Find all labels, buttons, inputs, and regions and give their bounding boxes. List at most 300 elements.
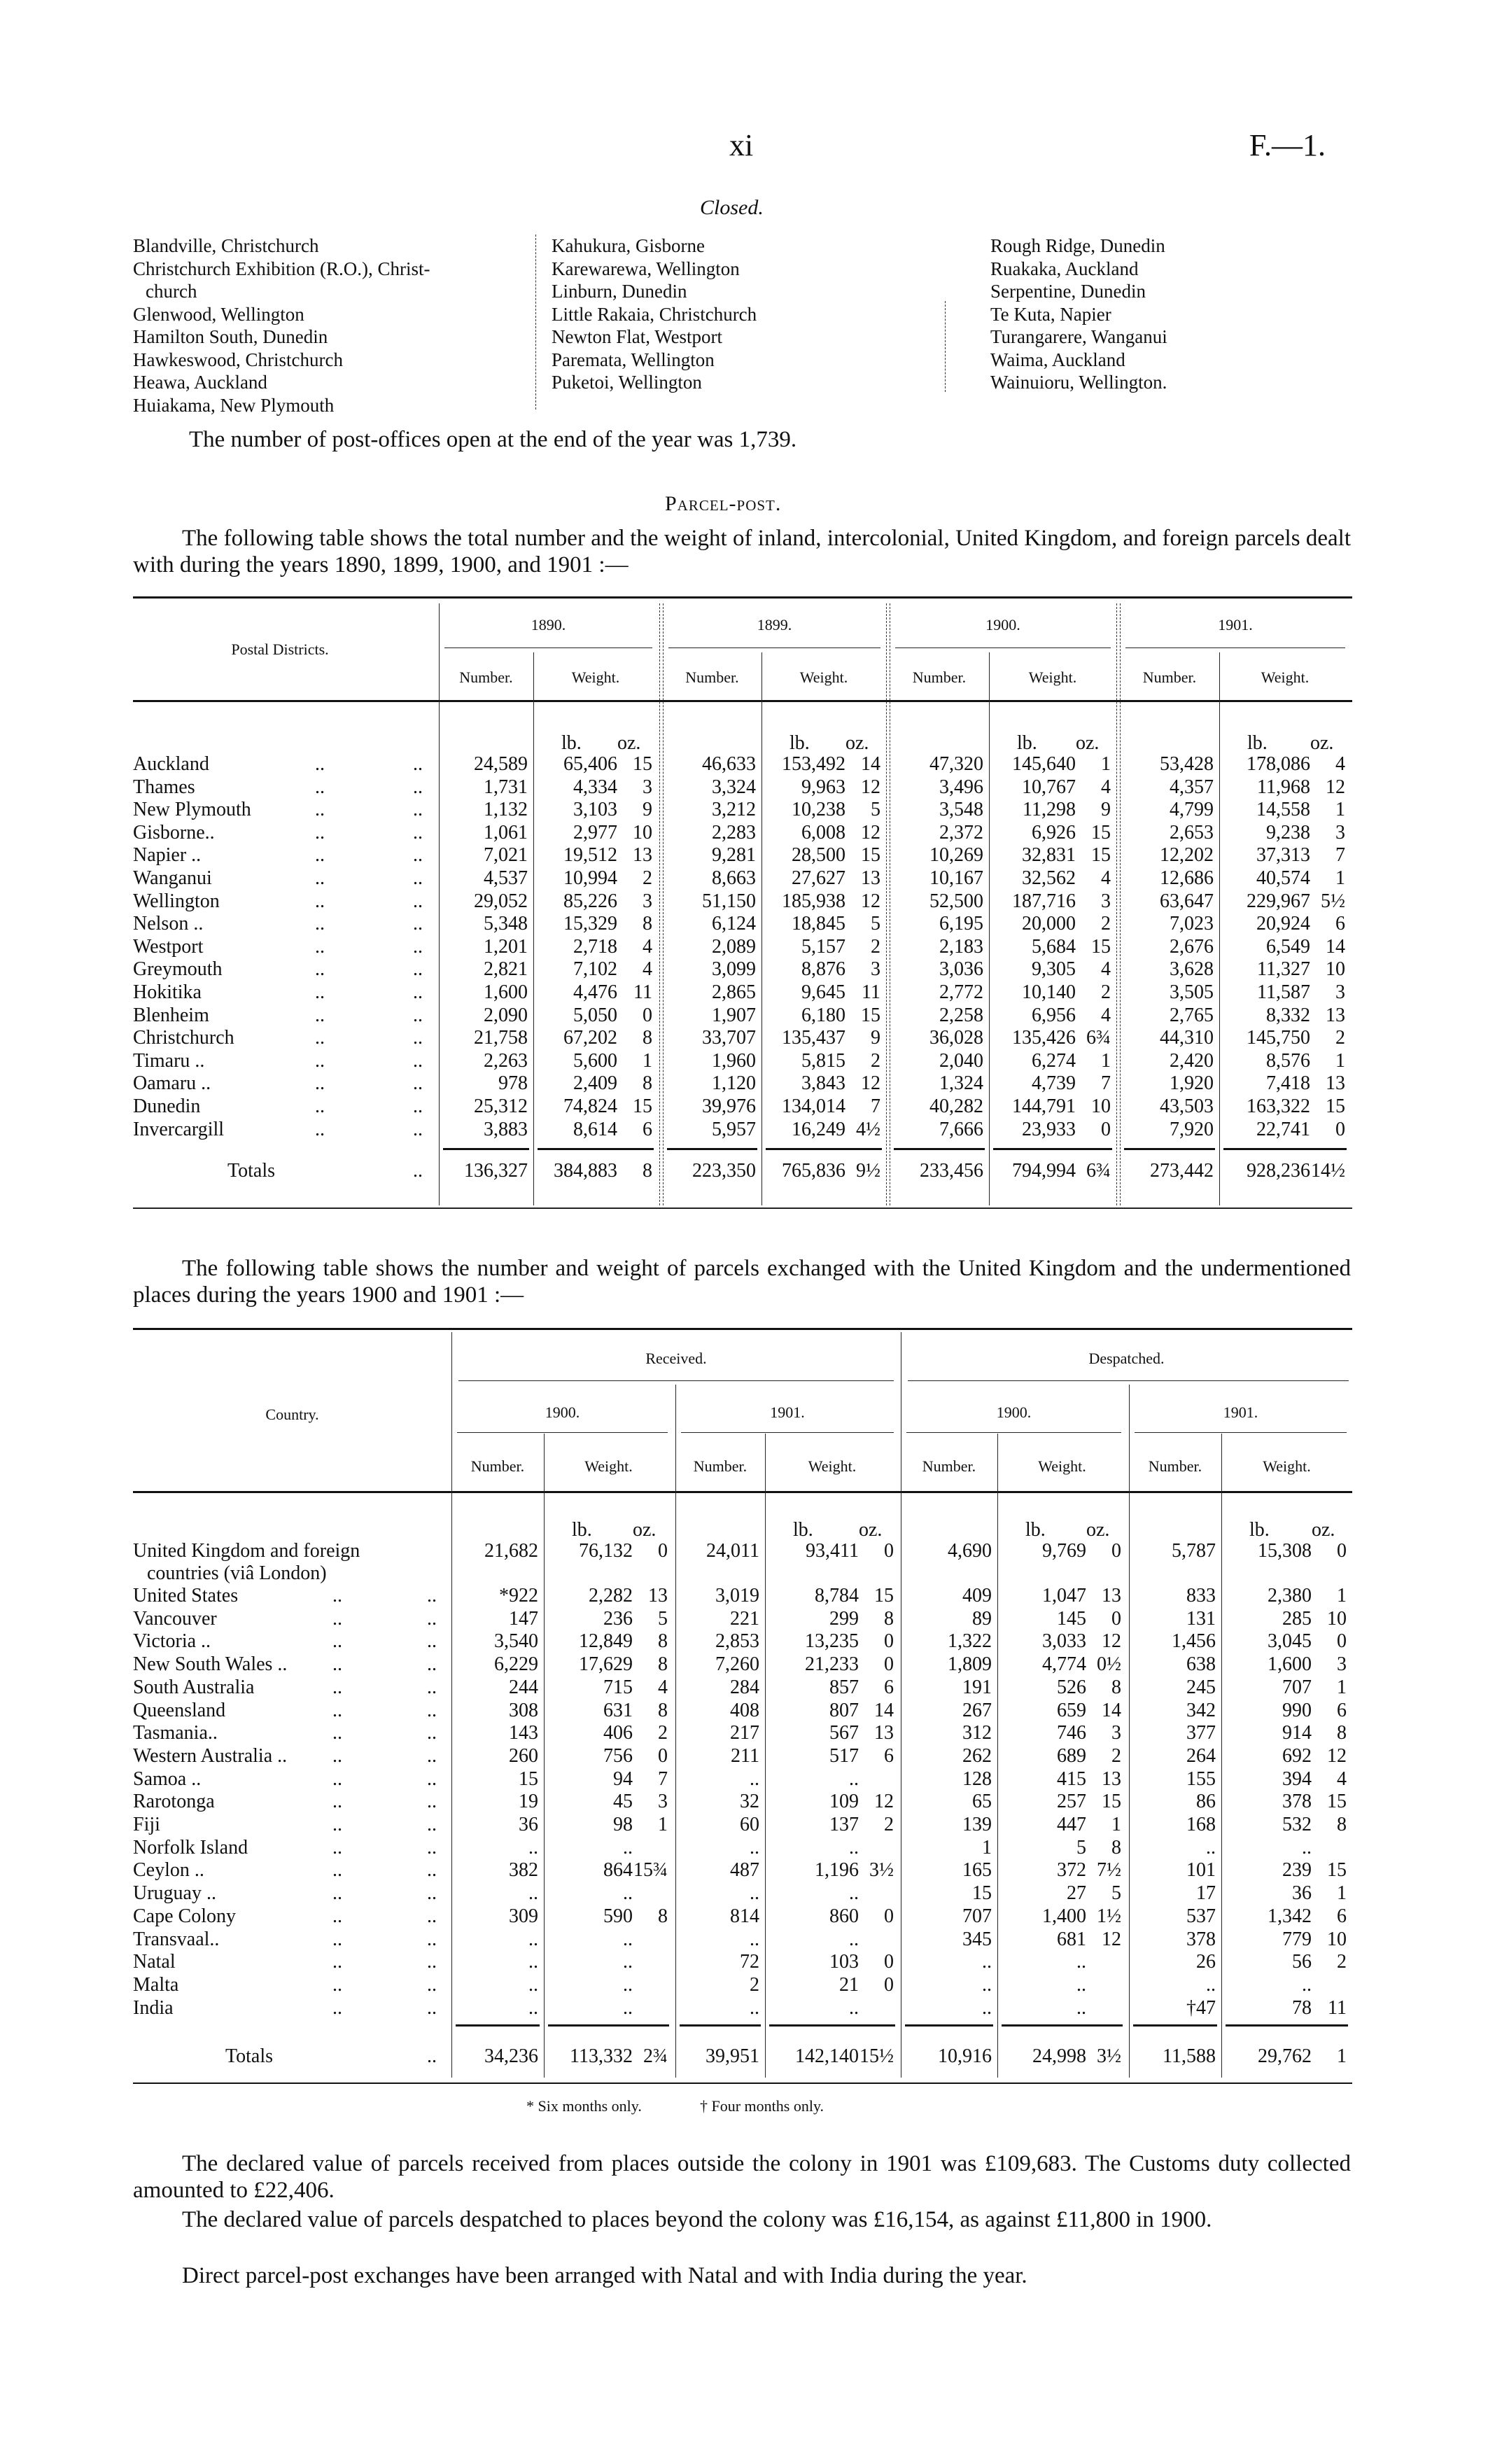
weight-oz-cell: 0 bbox=[884, 1540, 894, 1562]
number-cell: 308 bbox=[509, 1699, 538, 1721]
number-cell: 1,907 bbox=[712, 1004, 756, 1026]
leader-dots: .. bbox=[427, 1836, 437, 1858]
weight-oz-cell: 1 bbox=[1337, 1882, 1347, 1905]
weight-oz-cell: 10 bbox=[1326, 958, 1345, 981]
weight-lb-cell: 24,998 bbox=[1032, 2045, 1086, 2067]
leader-dots: .. bbox=[332, 1814, 342, 1835]
closing-paragraph-1: The declared value of parcels received from places outside the colony in 1901 was £109,683. The Customs duty collected amounted to £22,406. bbox=[133, 2151, 1351, 2203]
weight-lb-cell: 6,926 bbox=[1032, 821, 1076, 844]
leader-dots: .. bbox=[427, 1653, 437, 1676]
leader-dots: .. bbox=[427, 1905, 437, 1927]
group-underline bbox=[908, 1380, 1349, 1381]
leader-dots: .. bbox=[413, 913, 423, 935]
totals-rule bbox=[1133, 2024, 1217, 2026]
weight-lb-cell: 37,313 bbox=[1256, 844, 1310, 867]
weight-lb-cell: .. bbox=[1076, 1996, 1086, 2019]
number-cell: 2 bbox=[750, 1973, 759, 1996]
number-cell: 7,021 bbox=[484, 844, 528, 867]
weight-lb-cell: .. bbox=[849, 1996, 859, 2019]
leader-dots: .. bbox=[315, 1072, 325, 1095]
weight-lb-cell: .. bbox=[1302, 1973, 1312, 1996]
weight-oz-cell: 5 bbox=[871, 799, 880, 821]
weight-oz-cell: 1 bbox=[1101, 753, 1111, 775]
weight-oz-cell: 2¾ bbox=[643, 2045, 668, 2067]
weight-oz-cell: 2 bbox=[871, 1049, 880, 1072]
number-cell: .. bbox=[528, 1928, 538, 1950]
footnote-six-months: * Six months only. bbox=[526, 2097, 642, 2115]
closed-office-entry: Kahukura, Gisborne bbox=[552, 235, 705, 256]
weight-oz-cell: 13 bbox=[1326, 1004, 1345, 1026]
weight-lb-cell: 15,329 bbox=[563, 913, 617, 935]
leader-dots: .. bbox=[332, 1768, 342, 1790]
number-cell: 345 bbox=[962, 1928, 992, 1950]
weight-lb-cell: 9,305 bbox=[1032, 958, 1076, 981]
leader-dots: .. bbox=[332, 1699, 342, 1721]
weight-lb-cell: 67,202 bbox=[563, 1027, 617, 1049]
closed-office-entry: Linburn, Dunedin bbox=[552, 281, 687, 302]
weight-oz-cell: 3 bbox=[643, 776, 652, 798]
number-cell: 3,496 bbox=[939, 776, 983, 798]
leader-dots: .. bbox=[413, 753, 423, 775]
weight-lb-cell: 384,883 bbox=[554, 1160, 617, 1182]
number-cell: 260 bbox=[509, 1744, 538, 1767]
unit-lb: lb. bbox=[1017, 732, 1037, 754]
totals-rule bbox=[443, 1148, 529, 1150]
number-cell: 17 bbox=[1196, 1882, 1216, 1905]
closed-office-entry: Blandville, Christchurch bbox=[133, 235, 319, 256]
weight-oz-cell: 2 bbox=[1111, 1744, 1121, 1767]
weight-oz-cell: 1 bbox=[1335, 1049, 1345, 1072]
weight-oz-cell: 4 bbox=[1101, 958, 1111, 981]
year-underline bbox=[681, 1432, 894, 1433]
weight-lb-cell: 11,327 bbox=[1257, 958, 1310, 981]
weight-oz-cell: 13 bbox=[633, 844, 652, 867]
number-cell: 19 bbox=[519, 1791, 538, 1813]
weight-oz-cell: 8 bbox=[658, 1653, 668, 1676]
weight-oz-cell: 14 bbox=[1102, 1699, 1121, 1721]
header-year: 1901. bbox=[1218, 616, 1253, 634]
leader-dots: .. bbox=[332, 1882, 342, 1905]
weight-lb-cell: 22,741 bbox=[1256, 1118, 1310, 1140]
weight-lb-cell: 16,249 bbox=[792, 1118, 845, 1140]
weight-lb-cell: 914 bbox=[1282, 1722, 1312, 1744]
leader-dots: .. bbox=[332, 1836, 342, 1858]
number-cell: 10,269 bbox=[929, 844, 983, 867]
number-cell: 63,647 bbox=[1160, 890, 1214, 912]
weight-lb-cell: .. bbox=[623, 1836, 633, 1858]
weight-oz-cell: 5½ bbox=[1321, 890, 1345, 912]
totals-rule bbox=[905, 2024, 993, 2026]
leader-dots: .. bbox=[413, 1072, 423, 1095]
number-cell: 378 bbox=[1186, 1928, 1216, 1950]
table-top-rule bbox=[133, 596, 1352, 598]
weight-oz-cell: 6 bbox=[884, 1676, 894, 1698]
leader-dots: .. bbox=[315, 753, 325, 775]
weight-lb-cell: 20,924 bbox=[1256, 913, 1310, 935]
country-name: New South Wales .. bbox=[133, 1653, 288, 1676]
weight-lb-cell: 8,784 bbox=[815, 1585, 859, 1606]
weight-oz-cell: 1 bbox=[1335, 799, 1345, 821]
number-cell: 36 bbox=[519, 1814, 538, 1835]
leader-dots: .. bbox=[413, 1118, 423, 1140]
weight-lb-cell: 1,047 bbox=[1042, 1585, 1086, 1606]
column-divider bbox=[659, 603, 660, 1205]
header-year: 1899. bbox=[757, 616, 792, 634]
number-cell: 15 bbox=[972, 1882, 992, 1905]
totals-rule bbox=[769, 2024, 895, 2026]
weight-lb-cell: 8,614 bbox=[573, 1118, 617, 1140]
weight-lb-cell: 378 bbox=[1282, 1791, 1312, 1813]
section-title-parcel-post: Parcel-post. bbox=[665, 492, 782, 515]
weight-oz-cell: 3 bbox=[1335, 821, 1345, 844]
number-cell: 377 bbox=[1186, 1722, 1216, 1744]
number-cell: 47,320 bbox=[929, 753, 983, 775]
closed-office-entry: Rough Ridge, Dunedin bbox=[990, 235, 1165, 256]
number-cell: .. bbox=[982, 1996, 992, 2019]
weight-lb-cell: 415 bbox=[1057, 1768, 1086, 1790]
unit-oz: oz. bbox=[617, 732, 641, 754]
header-year: 1901. bbox=[770, 1404, 805, 1421]
weight-oz-cell: 6¾ bbox=[1086, 1160, 1111, 1182]
number-cell: 21,758 bbox=[474, 1027, 528, 1049]
number-cell: 32 bbox=[740, 1791, 759, 1813]
weight-oz-cell: 6¾ bbox=[1086, 1027, 1111, 1049]
header-year: 1900. bbox=[545, 1404, 580, 1421]
leader-dots: .. bbox=[427, 1859, 437, 1882]
unit-lb: lb. bbox=[1247, 732, 1268, 754]
weight-lb-cell: 746 bbox=[1057, 1722, 1086, 1744]
weight-lb-cell: 6,549 bbox=[1266, 935, 1310, 958]
weight-oz-cell: 1 bbox=[1335, 867, 1345, 889]
number-cell: .. bbox=[528, 1836, 538, 1858]
closed-office-entry: Karewarewa, Wellington bbox=[552, 258, 740, 279]
country-name: Ceylon .. bbox=[133, 1859, 204, 1882]
weight-lb-cell: 10,767 bbox=[1022, 776, 1076, 798]
weight-lb-cell: 134,014 bbox=[782, 1096, 845, 1117]
weight-lb-cell: 2,718 bbox=[573, 935, 617, 958]
district-name: Westport bbox=[133, 935, 204, 958]
column-divider bbox=[945, 301, 946, 392]
weight-oz-cell: 13 bbox=[648, 1585, 668, 1606]
closed-offices-column bbox=[990, 234, 1167, 394]
number-cell: 3,548 bbox=[939, 799, 983, 821]
leader-dots: .. bbox=[427, 2045, 437, 2067]
weight-lb-cell: 1,600 bbox=[1268, 1653, 1312, 1676]
number-cell: 537 bbox=[1186, 1905, 1216, 1927]
leader-dots: .. bbox=[315, 821, 325, 844]
number-cell: 52,500 bbox=[929, 890, 983, 912]
weight-lb-cell: 257 bbox=[1057, 1791, 1086, 1813]
weight-lb-cell: 4,774 bbox=[1042, 1653, 1086, 1676]
header-year: 1901. bbox=[1223, 1404, 1258, 1421]
weight-lb-cell: 137 bbox=[829, 1814, 859, 1835]
weight-lb-cell: 32,562 bbox=[1022, 867, 1076, 889]
number-cell: 7,023 bbox=[1170, 913, 1214, 935]
number-cell: 1,600 bbox=[484, 981, 528, 1003]
header-number: Number. bbox=[459, 668, 513, 686]
number-cell: 211 bbox=[731, 1744, 759, 1767]
number-cell: †47 bbox=[1186, 1996, 1216, 2019]
header-weight: Weight. bbox=[584, 1457, 633, 1475]
closed-office-entry: Paremata, Wellington bbox=[552, 349, 715, 370]
leader-dots: .. bbox=[315, 1004, 325, 1026]
weight-oz-cell: 13 bbox=[874, 1722, 894, 1744]
weight-lb-cell: 178,086 bbox=[1247, 753, 1310, 775]
header-number: Number. bbox=[693, 1457, 747, 1475]
number-cell: 1,132 bbox=[484, 799, 528, 821]
closed-title: Closed. bbox=[700, 196, 764, 219]
leader-dots: .. bbox=[332, 1676, 342, 1698]
number-cell: 3,324 bbox=[712, 776, 756, 798]
weight-lb-cell: 32,831 bbox=[1022, 844, 1076, 867]
weight-lb-cell: 692 bbox=[1282, 1744, 1312, 1767]
weight-lb-cell: 299 bbox=[829, 1607, 859, 1630]
weight-oz-cell: 4 bbox=[658, 1676, 668, 1698]
unit-lb: lb. bbox=[1025, 1519, 1046, 1541]
weight-oz-cell: 15 bbox=[633, 753, 652, 775]
closed-office-entry: Christchurch Exhibition (R.O.), Christ- bbox=[133, 258, 430, 279]
leader-dots: .. bbox=[332, 1722, 342, 1744]
weight-lb-cell: 2,282 bbox=[589, 1585, 633, 1606]
weight-lb-cell: 135,437 bbox=[782, 1027, 845, 1049]
weight-oz-cell: 7½ bbox=[1097, 1859, 1121, 1882]
weight-lb-cell: .. bbox=[849, 1882, 859, 1905]
weight-oz-cell: 5 bbox=[658, 1607, 668, 1630]
weight-lb-cell: 185,938 bbox=[782, 890, 845, 912]
weight-oz-cell: 9 bbox=[871, 1027, 880, 1049]
number-cell: 29,052 bbox=[474, 890, 528, 912]
weight-lb-cell: 11,587 bbox=[1257, 981, 1310, 1003]
number-cell: 6,229 bbox=[494, 1653, 538, 1676]
weight-oz-cell: 7 bbox=[1101, 1072, 1111, 1095]
weight-lb-cell: 765,836 bbox=[782, 1160, 845, 1182]
weight-lb-cell: 864 bbox=[603, 1859, 633, 1882]
number-cell: 40,282 bbox=[929, 1096, 983, 1117]
leader-dots: .. bbox=[427, 1814, 437, 1835]
weight-lb-cell: 28,500 bbox=[792, 844, 845, 867]
unit-oz: oz. bbox=[845, 732, 869, 754]
number-cell: 342 bbox=[1186, 1699, 1216, 1721]
weight-oz-cell: 0 bbox=[1111, 1540, 1121, 1562]
country-name: India bbox=[133, 1996, 174, 2019]
country-name: Norfolk Island bbox=[133, 1836, 248, 1858]
number-cell: 1,456 bbox=[1172, 1630, 1216, 1653]
number-cell: 2,283 bbox=[712, 821, 756, 844]
weight-oz-cell: 15 bbox=[861, 1004, 880, 1026]
weight-oz-cell: 6 bbox=[1337, 1905, 1347, 1927]
number-cell: 72 bbox=[740, 1951, 759, 1973]
weight-lb-cell: 15,308 bbox=[1258, 1540, 1312, 1562]
number-cell: 309 bbox=[509, 1905, 538, 1927]
weight-lb-cell: 9,645 bbox=[801, 981, 845, 1003]
header-bottom-rule bbox=[133, 700, 1352, 702]
unit-oz: oz. bbox=[633, 1519, 657, 1541]
weight-lb-cell: 239 bbox=[1282, 1859, 1312, 1882]
closing-paragraph-2: The declared value of parcels despatched to places beyond the colony was £16,154, as against £11,800 in 1900. bbox=[182, 2207, 1212, 2232]
district-name: Invercargill bbox=[133, 1118, 225, 1140]
country-name: Uruguay .. bbox=[133, 1882, 216, 1905]
weight-oz-cell: 8 bbox=[658, 1630, 668, 1653]
totals-rule bbox=[1223, 1148, 1347, 1150]
weight-oz-cell: 10 bbox=[633, 821, 652, 844]
weight-lb-cell: 187,716 bbox=[1012, 890, 1076, 912]
number-cell: 833 bbox=[1186, 1585, 1216, 1606]
weight-lb-cell: 11,298 bbox=[1023, 799, 1076, 821]
number-cell: 7,260 bbox=[715, 1653, 759, 1676]
number-cell: 814 bbox=[730, 1905, 759, 1927]
number-cell: 2,089 bbox=[712, 935, 756, 958]
leader-dots: .. bbox=[427, 1744, 437, 1767]
weight-lb-cell: 74,824 bbox=[563, 1096, 617, 1117]
number-cell: 168 bbox=[1186, 1814, 1216, 1835]
number-cell: 3,883 bbox=[484, 1118, 528, 1140]
weight-lb-cell: 689 bbox=[1057, 1744, 1086, 1767]
leader-dots: .. bbox=[315, 1118, 325, 1140]
weight-lb-cell: .. bbox=[623, 1951, 633, 1973]
number-cell: 147 bbox=[509, 1607, 538, 1630]
weight-lb-cell: 532 bbox=[1282, 1814, 1312, 1835]
weight-lb-cell: 45 bbox=[613, 1791, 633, 1813]
number-cell: 39,951 bbox=[706, 2045, 759, 2067]
weight-oz-cell: 15 bbox=[1091, 821, 1111, 844]
weight-oz-cell: 2 bbox=[1101, 913, 1111, 935]
number-cell: 155 bbox=[1186, 1768, 1216, 1790]
weight-oz-cell: 11 bbox=[862, 981, 880, 1003]
weight-lb-cell: 27 bbox=[1067, 1882, 1086, 1905]
district-name: Gisborne.. bbox=[133, 821, 215, 844]
country-name: Queensland bbox=[133, 1699, 226, 1721]
weight-oz-cell: 15 bbox=[1091, 844, 1111, 867]
weight-oz-cell: 0½ bbox=[1097, 1653, 1121, 1676]
weight-oz-cell: 15 bbox=[861, 844, 880, 867]
number-cell: .. bbox=[528, 1996, 538, 2019]
weight-lb-cell: 9,963 bbox=[801, 776, 845, 798]
number-cell: 3,540 bbox=[494, 1630, 538, 1653]
table-bottom-rule bbox=[133, 1208, 1352, 1209]
weight-lb-cell: 23,933 bbox=[1022, 1118, 1076, 1140]
leader-dots: .. bbox=[413, 867, 423, 889]
weight-oz-cell: 2 bbox=[871, 935, 880, 958]
leader-dots: .. bbox=[413, 799, 423, 821]
weight-lb-cell: .. bbox=[623, 1928, 633, 1950]
weight-lb-cell: 10,994 bbox=[563, 867, 617, 889]
weight-oz-cell: 10 bbox=[1327, 1607, 1347, 1630]
closed-office-entry: Te Kuta, Napier bbox=[990, 303, 1111, 325]
header-weight: Weight. bbox=[571, 668, 620, 686]
leader-dots: .. bbox=[427, 1951, 437, 1973]
number-cell: .. bbox=[528, 1973, 538, 1996]
weight-lb-cell: .. bbox=[849, 1836, 859, 1858]
weight-lb-cell: 285 bbox=[1282, 1607, 1312, 1630]
number-cell: 223,350 bbox=[692, 1160, 756, 1182]
leader-dots: .. bbox=[413, 981, 423, 1003]
closed-office-entry: Hawkeswood, Christchurch bbox=[133, 349, 343, 370]
leader-dots: .. bbox=[413, 1160, 423, 1182]
column-divider bbox=[535, 234, 536, 410]
number-cell: 136,327 bbox=[464, 1160, 528, 1182]
number-cell: 2,772 bbox=[939, 981, 983, 1003]
weight-oz-cell: 0 bbox=[884, 1973, 894, 1996]
post-offices-count-sentence: The number of post-offices open at the end of the year was 1,739. bbox=[189, 427, 797, 452]
weight-lb-cell: 12,849 bbox=[579, 1630, 633, 1653]
number-cell: 2,676 bbox=[1170, 935, 1214, 958]
weight-oz-cell: 1½ bbox=[1097, 1905, 1121, 1927]
weight-lb-cell: 6,274 bbox=[1032, 1049, 1076, 1072]
weight-oz-cell: 6 bbox=[1337, 1699, 1347, 1721]
weight-oz-cell: 14½ bbox=[1311, 1160, 1345, 1182]
header-year: 1900. bbox=[996, 1404, 1032, 1421]
weight-oz-cell: 12 bbox=[861, 821, 880, 844]
weight-oz-cell: 8 bbox=[658, 1905, 668, 1927]
weight-lb-cell: 526 bbox=[1057, 1676, 1086, 1698]
leader-dots: .. bbox=[427, 1928, 437, 1950]
number-cell: 139 bbox=[962, 1814, 992, 1835]
number-cell: 6,124 bbox=[712, 913, 756, 935]
weight-lb-cell: 1,400 bbox=[1042, 1905, 1086, 1927]
weight-oz-cell: 0 bbox=[658, 1540, 668, 1562]
number-cell: .. bbox=[528, 1951, 538, 1973]
weight-lb-cell: 144,791 bbox=[1012, 1096, 1076, 1117]
country-name: Western Australia .. bbox=[133, 1744, 288, 1767]
weight-oz-cell: 1 bbox=[1337, 2045, 1347, 2067]
number-cell: 15 bbox=[519, 1768, 538, 1790]
leader-dots: .. bbox=[413, 1096, 423, 1117]
weight-oz-cell: 9 bbox=[643, 799, 652, 821]
exchange-table-intro: The following table shows the number and weight of parcels exchanged with the United Kingdom and the undermentioned places during the years 1900 and 1901 :— bbox=[133, 1256, 1351, 1308]
weight-lb-cell: 8,332 bbox=[1266, 1004, 1310, 1026]
header-despatched: Despatched. bbox=[1088, 1350, 1165, 1367]
totals-label: Totals bbox=[225, 2045, 274, 2067]
number-cell: 1,322 bbox=[948, 1630, 992, 1653]
closed-office-entry: Glenwood, Wellington bbox=[133, 303, 304, 325]
number-cell: .. bbox=[982, 1951, 992, 1973]
weight-oz-cell: 3 bbox=[1101, 890, 1111, 912]
totals-rule bbox=[538, 1148, 654, 1150]
weight-oz-cell: 9 bbox=[1101, 799, 1111, 821]
number-cell: .. bbox=[750, 1836, 759, 1858]
weight-lb-cell: 2,380 bbox=[1268, 1585, 1312, 1606]
weight-oz-cell: 7 bbox=[658, 1768, 668, 1790]
weight-oz-cell: 8 bbox=[643, 1072, 652, 1095]
weight-lb-cell: 857 bbox=[829, 1676, 859, 1698]
number-cell: 131 bbox=[1186, 1607, 1216, 1630]
weight-lb-cell: 6,956 bbox=[1032, 1004, 1076, 1026]
header-number: Number. bbox=[685, 668, 739, 686]
header-postal-districts: Postal Districts. bbox=[231, 640, 329, 658]
weight-oz-cell: 7 bbox=[871, 1096, 880, 1117]
leader-dots: .. bbox=[332, 1585, 342, 1606]
weight-oz-cell: 12 bbox=[1326, 776, 1345, 798]
weight-lb-cell: 76,132 bbox=[579, 1540, 633, 1562]
weight-lb-cell: 98 bbox=[613, 1814, 633, 1835]
header-weight: Weight. bbox=[1263, 1457, 1311, 1475]
header-number: Number. bbox=[1148, 1457, 1202, 1475]
country-name: Vancouver bbox=[133, 1607, 217, 1630]
weight-lb-cell: 5 bbox=[1076, 1836, 1086, 1858]
table-bottom-rule bbox=[133, 2082, 1352, 2084]
closed-office-entry: Turangarere, Wanganui bbox=[990, 326, 1167, 347]
weight-lb-cell: .. bbox=[623, 1996, 633, 2019]
number-cell: 3,212 bbox=[712, 799, 756, 821]
number-cell: 3,628 bbox=[1170, 958, 1214, 981]
weight-lb-cell: 9,769 bbox=[1042, 1540, 1086, 1562]
weight-oz-cell: 15 bbox=[1327, 1791, 1347, 1813]
weight-oz-cell: 2 bbox=[1337, 1951, 1347, 1973]
weight-lb-cell: 2,409 bbox=[573, 1072, 617, 1095]
weight-oz-cell: 14 bbox=[874, 1699, 894, 1721]
table-top-rule bbox=[133, 1328, 1352, 1330]
weight-oz-cell: 15 bbox=[1102, 1791, 1121, 1813]
